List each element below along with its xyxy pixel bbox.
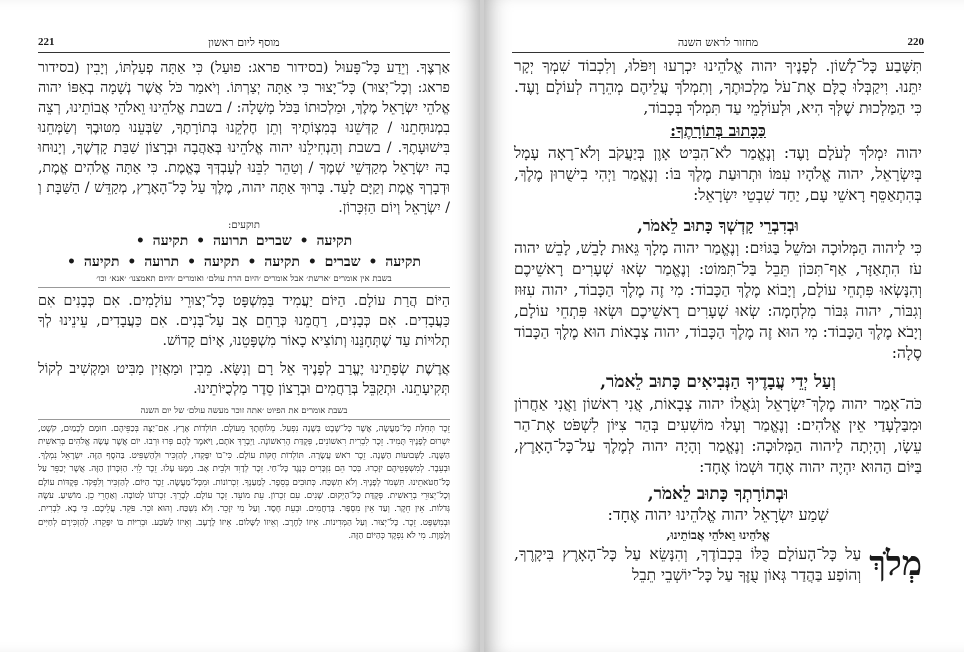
sub-heading: אֱלֹהֵינוּ וֵאלֹהֵי אֲבוֹתֵינוּ, xyxy=(666,528,770,542)
right-page-body xyxy=(514,56,922,586)
large-initial-word: מְלֹךְ xyxy=(869,544,922,584)
left-page xyxy=(0,0,480,652)
section-heading: כַּכָּתוּב בְּתוֹרָתֶךָ: xyxy=(670,121,766,140)
shofar-blasts-row: תקיעה • שברים • תקיעה • תקיעה • תרועה • תקיעה • xyxy=(67,254,421,270)
prayer-paragraph: תִּשָּׁבַע כָּל־לָשׁוֹן. לְפָנֶיךָ יהוה אֱלֹהֵינוּ יִכְרְעוּ וְיִפֹּלוּ, וְלִכְבוֹד שִׁמְךָ יְקָר יִתֵּנוּ. וִיקַבְּלוּ כֻלָּם אֶת־עֹל מַלְכוּתֶךָ, וְתִמְלֹךְ עֲלֵיהֶם מְהֵרָה לְעוֹלָם וָעֶד. כִּי הַמַּלְכוּת שֶׁלְּךָ הִיא, וּלְעוֹלְמֵי עַד תִּמְלֹךְ בְּכָבוֹד, xyxy=(514,57,922,117)
left-page-body xyxy=(38,58,450,544)
shofar-instruction: תוקעים: xyxy=(228,220,260,231)
prayer-paragraph: כִּי לַיהוה הַמְּלוּכָה וּמֹשֵׁל בַּגּוֹיִם: וְנֶאֱמַר יהוה מָלָךְ גֵּאוּת לָבֵשׁ, לָבֵשׁ יהוה עֹז הִתְאַזָּר, אַף־תִּכּוֹן תֵּבֵל בַּל־תִּמּוֹט: וְנֶאֱמַר שְׂאוּ שְׁעָרִים רָאשֵׁיכֶם וְהִנָּשְׂאוּ פִּתְחֵי עוֹלָם, וְיָבוֹא מֶלֶךְ הַכָּבוֹד: מִי זֶה מֶלֶךְ הַכָּבוֹד, יהוה עִזּוּז וְגִבּוֹר, יהוה גִּבּוֹר מִלְחָמָה: שְׂאוּ שְׁעָרִים רָאשֵׁיכֶם וּשְׂאוּ פִּתְחֵי עוֹלָם, וְיָבֹא מֶלֶךְ הַכָּבוֹד: מִי הוּא זֶה מֶלֶךְ הַכָּבוֹד, יהוה צְבָאוֹת הוּא מֶלֶךְ הַכָּבוֹד סֶלָה: xyxy=(514,239,922,362)
prayer-paragraph: אֲרֶשֶׁת שְׂפָתֵינוּ יֶעֱרַב לְפָנֶיךָ אֵל רָם וְנִשָּׂא. מֵבִין וּמַאֲזִין מַבִּיט וּמַקְשִׁיב לְקוֹל תְּקִיעָתֵנוּ. וּתְקַבֵּל בְּרַחֲמִים וּבְרָצוֹן סֵדֶר מַלְכֻיּוֹתֵינוּ. xyxy=(38,361,450,397)
shema-verse: שְׁמַע יִשְׂרָאֵל יהוה אֱלֹהֵינוּ יהוה אֶחָד: xyxy=(607,505,829,524)
section-heading: וּבְתוֹרָתְךָ כָּתוּב לֵאמֹר, xyxy=(647,484,789,504)
page-number: 221 xyxy=(38,36,55,48)
prayer-text: עַל כָּל־הָעוֹלָם כֻּלּוֹ בִּכְבוֹדֶךָ, וְהִנָּשֵׂא עַל כָּל־הָאָרֶץ בִּיקָרֶךָ, וְהוֹפַע בַּהֲדַר גְּאוֹן עֻזֶּךָ עַל כָּל־יוֹשְׁבֵי תֵבֵל xyxy=(514,545,862,584)
prayer-paragraph: כֹּה־אָמַר יהוה מֶלֶךְ־יִשְׂרָאֵל וְגֹאֲלוֹ יהוה צְבָאוֹת, אֲנִי רִאשׁוֹן וַאֲנִי אַחֲרוֹן וּמִבַּלְעָדַי אֵין אֱלֹהִים: וְנֶאֱמַר וְעָלוּ מוֹשִׁעִים בְּהַר צִיּוֹן לִשְׁפֹּט אֶת־הַר עֵשָׂו, וְהָיְתָה לַיהוה הַמְּלוּכָה: וְנֶאֱמַר וְהָיָה יהוה לְמֶלֶךְ עַל־כָּל־הָאָרֶץ, בַּיּוֹם הַהוּא יִהְיֶה יהוה אֶחָד וּשְׁמוֹ אֶחָד: xyxy=(514,395,922,476)
instruction-note: בשבת אומרים את הפיוט ׳אתה זוכר מעשה עולם׳ של יום השנה xyxy=(38,405,450,420)
prayer-paragraph: הַיּוֹם הֲרַת עוֹלָם. הַיּוֹם יַעֲמִיד בַּמִּשְׁפָּט כָּל־יְצוּרֵי עוֹלָמִים. אִם כְּבָנִים אִם כַּעֲבָדִים. אִם כְּבָנִים, רַחֲמֵנוּ כְּרַחֵם אָב עַל־בָּנִים. אִם כַּעֲבָדִים, עֵינֵינוּ לְךָ תְלוּיוֹת עַד שֶׁתְּחָנֵּנוּ וְתוֹצִיא כָאוֹר מִשְׁפָּטֵנוּ, אָיוֹם קָדוֹשׁ. xyxy=(38,293,450,349)
right-page xyxy=(484,0,964,652)
piyyut-paragraph: זֵכֶר תְּחִלַּת כָּל־מַעֲשֶׂה, אֲשֶׁר כָּל־שֶׁבֶט בְּשָׁנָה נִפְעַל. מְלוֹחָתָךְ מֵעוֹלָם. תּוֹלְדוֹת אָרֶץ. אִם־יַצֶּה בְּכַפֵּיהֶם. חוּמַם לְכָמַיִם, קֹשֶׁט, יִשְׁרוּם לְפָנֶיךָ תָּמִיד. זֵכֶר לִבְרִית רִאשׁוֹנִים, פְּקֻדַּת הָרִאשׁוֹנָה. וַיְבָרֵךְ אֹתָם, וַיֹּאמֶר לָהֶם פְּרוּ וּרְבוּ. יוֹם אֲשֶׁר עָשָׂה אֱלֹהִים בְּרִאשִׁית הַשָּׁנָה. לַשְּׁבוּעוֹת הַשָּׁנָה. זֵכֶר רֹאשׁ עֲשָׂרָה. תּוֹלְדוֹת חֻקּוֹת עוֹלָם. כִּי־בוֹ יִפָּקְדוּ, לְהַזְכִּיר וּלְהַשְׁפִּיט. בַּהֹסֶף הַזֶּה. יִשְׂרָאֵל נִמְלָךְ. וּבְעֵבֶר. לְמִשְׁפְּטֵיהֶם יִזָּכְרוּ. בְּכַר הֵם נִזְכָּרִים כְּנֶגֶד כָּל־חַי. זֵכֶר לְדָוִד וּלְבֵית אָב. מִמֶּנּוּ עָלוּ. זֵכֶר לֵוִי. הַזִּכָּרוֹן הַזֶּה. אֲשֶׁר יְכַפֵּר עַל כָּל־חַטֹּאתֵינוּ. תִּשְׁמֹר לְפָנֶיךָ. וְלֹא תִשְׁכַּח. כְּתוּבִים בְּסֵפֶר. לְמַעַנְךָ. זִכְרוֹנוֹת. וּמִכָּל־מַעֲשֶׂה. זֵכֶר הַיּוֹם. לְהַזְכִּיר וְלִפְקֹד. פְּקֻדּוֹת עוֹלָם וְכָל־יְצוּרֵי בְרֵאשִׁית. פְּקֻדַּת כָּל־הַיְקוּם. שָׁנִים. עִם זִכְרוֹן. עֵת מוֹעֵד. זֵכֶר עוֹלָם. לְבָרֵךְ. זִכְרוֹנוֹ לְטוֹבָה. וְאַחֲרֵי כֵן. מוֹשִׁיעַ. עֹשֶׂה גְּדֹלוֹת. אֵין חֵקֶר. וְעַד אֵין מִסְפָּר. בְּרַחֲמִים. וּבְעֵת חֶסֶד. וְעַל מִי יִזָּכֵר. וְלֹא נִשְׁכַּח. וְהוּא זֹכֵר. פֹּקֵד. עֲלֵיכֶם. כִּי בָא. לִבְרִית. וּבְמִשְׁפָּט. זֵכֶר. כָּל־יְצוּר. וְעַל הַמְּדִינוֹת. אֵיזוֹ לַחֶרֶב. וְאֵיזוֹ לַשָּׁלוֹם. אֵיזוֹ לָרָעָב. וְאֵיזוֹ לַשֹּׂבַע. וּבְרִיּוֹת בּוֹ יִפָּקֵדוּ. לְהַזְכִּירָם לְחַיִּים וְלַמָּוֶת. מִי לֹא נִפְקָד כְּהַיּוֹם הַזֶּה. xyxy=(38,424,450,542)
right-page-header xyxy=(512,30,924,53)
section-heading: וְעַל יְדֵי עֲבָדֶיךָ הַנְּבִיאִים כָּתוּב לֵאמֹר, xyxy=(600,372,836,392)
running-title: מוסף ליום ראשון xyxy=(208,36,280,49)
prayer-paragraph: יהוה יִמְלֹךְ לְעֹלָם וָעֶד: וְנֶאֱמַר לֹא־הִבִּיט אָוֶן בְּיַעֲקֹב וְלֹא־רָאָה עָמָל בְּיִשְׂרָאֵל, יהוה אֱלֹהָיו עִמּוֹ וּתְרוּעַת מֶלֶךְ בּוֹ: וְנֶאֱמַר וַיְהִי בִישֻׁרוּן מֶלֶךְ, בְּהִתְאַסֵּף רָאשֵׁי עָם, יַחַד שִׁבְטֵי יִשְׂרָאֵל: xyxy=(514,144,922,204)
prayer-paragraph xyxy=(514,544,922,586)
instruction-note: בשבת אין אומרים ׳ארשת׳ אבל אומרים ׳היום הרת עולם׳ ואומרים ׳היום תאמצנו׳ ׳אנא׳ וכו׳ xyxy=(38,273,450,288)
page-number: 220 xyxy=(907,36,924,48)
section-heading: וּבְדִבְרֵי קָדְשְׁךָ כָּתוּב לֵאמֹר, xyxy=(637,216,799,235)
running-title: מחזור לראש השנה xyxy=(677,36,759,49)
prayer-paragraph: אַרְצֶךָ. וְיֵדַע כָּל־פָּעוּל (בסידור פראג: פוּעַל) כִּי אַתָּה פְעַלְתּוֹ, וְיָבִין (בסידור פראג: וְכָל־יְצוּר) כָּל־יָצוּר כִּי אַתָּה יְצַרְתּוֹ. וְיֹאמַר כֹּל אֲשֶׁר נְשָׁמָה בְאַפּוֹ יהוה אֱלֹהֵי יִשְׂרָאֵל מֶלֶךְ, וּמַלְכוּתוֹ בַּכֹּל מָשָׁלָה: / בשבת אֱלֹהֵינוּ וֵאלֹהֵי אֲבוֹתֵינוּ, רְצֵה בִמְנוּחָתֵנוּ / קַדְּשֵׁנוּ בְּמִצְוֹתֶיךָ וְתֵן חֶלְקֵנוּ בְּתוֹרָתֶךָ, שַׂבְּעֵנוּ מִטּוּבֶךָ וְשַׂמְּחֵנוּ בִּישׁוּעָתֶךָ. / בשבת וְהַנְחִילֵנוּ יהוה אֱלֹהֵינוּ בְּאַהֲבָה וּבְרָצוֹן שַׁבַּת קָדְשֶׁךָ, וְיָנוּחוּ בָהּ יִשְׂרָאֵל מְקַדְּשֵׁי שְׁמֶךָ / וְטַהֵר לִבֵּנוּ לְעָבְדְּךָ בֶּאֱמֶת. כִּי אַתָּה אֱלֹהִים אֱמֶת, וּדְבָרְךָ אֱמֶת וְקַיָּם לָעַד. בָּרוּךְ אַתָּה יהוה, מֶלֶךְ עַל כָּל־הָאָרֶץ, מְקַדֵּשׁ / הַשַּׁבָּת וְ / יִשְׂרָאֵל וְיוֹם הַזִּכָּרוֹן. xyxy=(38,60,450,216)
shofar-blasts-row: תקיעה • שברים תרועה • תקיעה • xyxy=(135,233,353,249)
left-page-header xyxy=(38,30,450,53)
